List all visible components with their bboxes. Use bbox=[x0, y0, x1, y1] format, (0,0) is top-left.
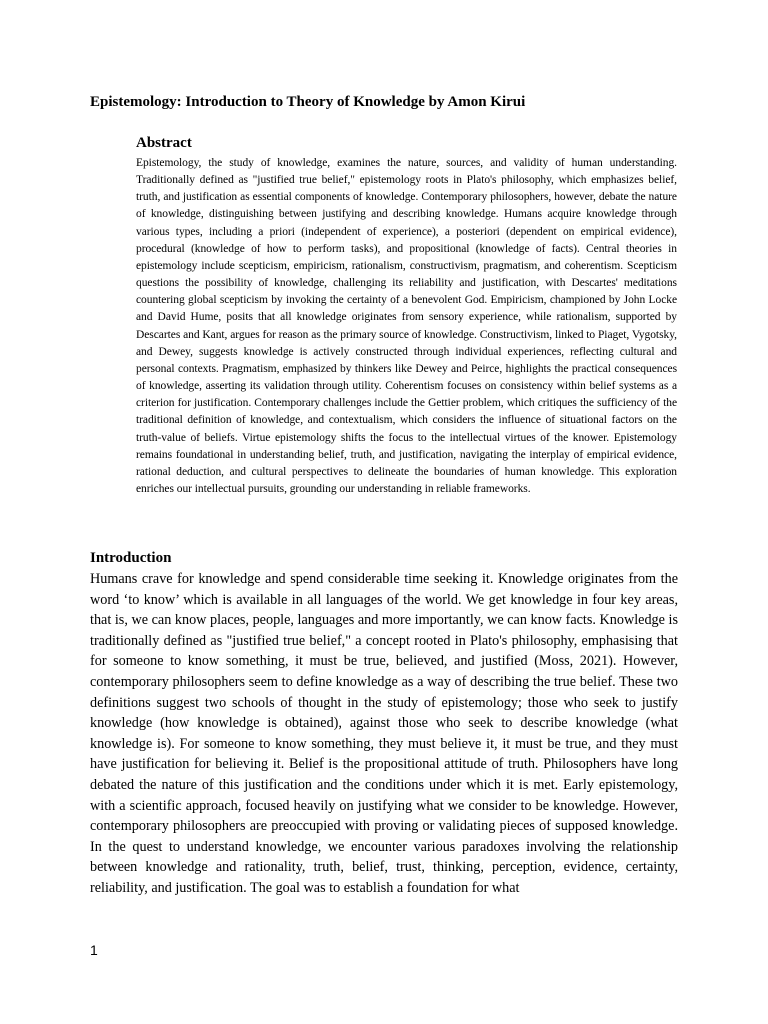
introduction-section bbox=[90, 548, 678, 899]
introduction-body: Humans crave for knowledge and spend considerable time seeking it. Knowledge originates from the word ‘to know’ which is available in all languages of the world. We get knowledge in four key areas, that is, we can know places, people, languages and more importantly, we can know facts. Knowledge is traditionally defined as "justified true belief," a concept rooted in Plato's philosophy, emphasising that for someone to know something, it must be true, believed, and justified (Moss, 2021). However, contemporary philosophers seem to define knowledge as a way of describing the true belief. These two definitions suggest two schools of thought in the study of epistemology; those who seek to justify knowledge (how knowledge is obtained), against those who seek to describe knowledge (what knowledge is). For someone to know something, they must believe it, it must be true, and they must have justification for believing it. Belief is the propositional attitude of truth. Philosophers have long debated the nature of this justification and the conditions under which it is met. Early epistemology, with a scientific approach, focused heavily on justifying what we consider to be knowledge. However, contemporary philosophers are preoccupied with proving or validating pieces of supposed knowledge. In the quest to understand knowledge, we encounter various paradoxes involving the relationship between knowledge and rationality, truth, belief, trust, thinking, perception, evidence, certainty, reliability, and justification. The goal was to establish a foundation for what bbox=[90, 571, 678, 896]
abstract-body: Epistemology, the study of knowledge, examines the nature, sources, and validity of human understanding. Traditionally defined as "justified true belief," epistemology roots in Plato's philosophy, which emphasizes belief, truth, and justification as essential components of knowledge. Contemporary philosophers, however, debate the nature of knowledge, distinguishing between justifying and describing knowledge. Humans acquire knowledge through various types, including a priori (independent of experience), a posteriori (dependent on empirical evidence), procedural (knowledge of how to perform tasks), and propositional (knowledge of facts). Central theories in epistemology include scepticism, empiricism, rationalism, constructivism, pragmatism, and coherentism. Scepticism questions the possibility of knowledge, challenging its reliability and justification, with Descartes' meditations countering global scepticism by invoking the certainty of a benevolent God. Empiricism, championed by John Locke and David Hume, posits that all knowledge originates from sensory experience, while rationalism, supported by Descartes and Kant, argues for reason as the primary source of knowledge. Constructivism, linked to Piaget, Vygotsky, and Dewey, suggests knowledge is actively constructed through individual experiences, reflecting cultural and personal contexts. Pragmatism, emphasized by thinkers like Dewey and Peirce, highlights the practical consequences of knowledge, asserting its validation through utility. Coherentism focuses on consistency within belief systems as a criterion for justification. Contemporary challenges include the Gettier problem, which critiques the sufficiency of the traditional definition of knowledge, and contextualism, which considers the influence of situational factors on the truth-value of beliefs. Virtue epistemology shifts the focus to the intellectual virtues of the knower. Epistemology remains foundational in understanding belief, truth, and justification, navigating the interplay of empirical evidence, rational deduction, and cultural perspectives to delineate the boundaries of human knowledge. This exploration enriches our intellectual pursuits, grounding our understanding in reliable frameworks. bbox=[136, 157, 677, 495]
abstract-heading: Abstract bbox=[136, 135, 192, 151]
document-title: Epistemology: Introduction to Theory of Knowledge by Amon Kirui bbox=[90, 94, 526, 110]
page-number: 1 bbox=[90, 942, 98, 958]
introduction-heading: Introduction bbox=[90, 550, 172, 566]
abstract-section bbox=[136, 133, 677, 498]
